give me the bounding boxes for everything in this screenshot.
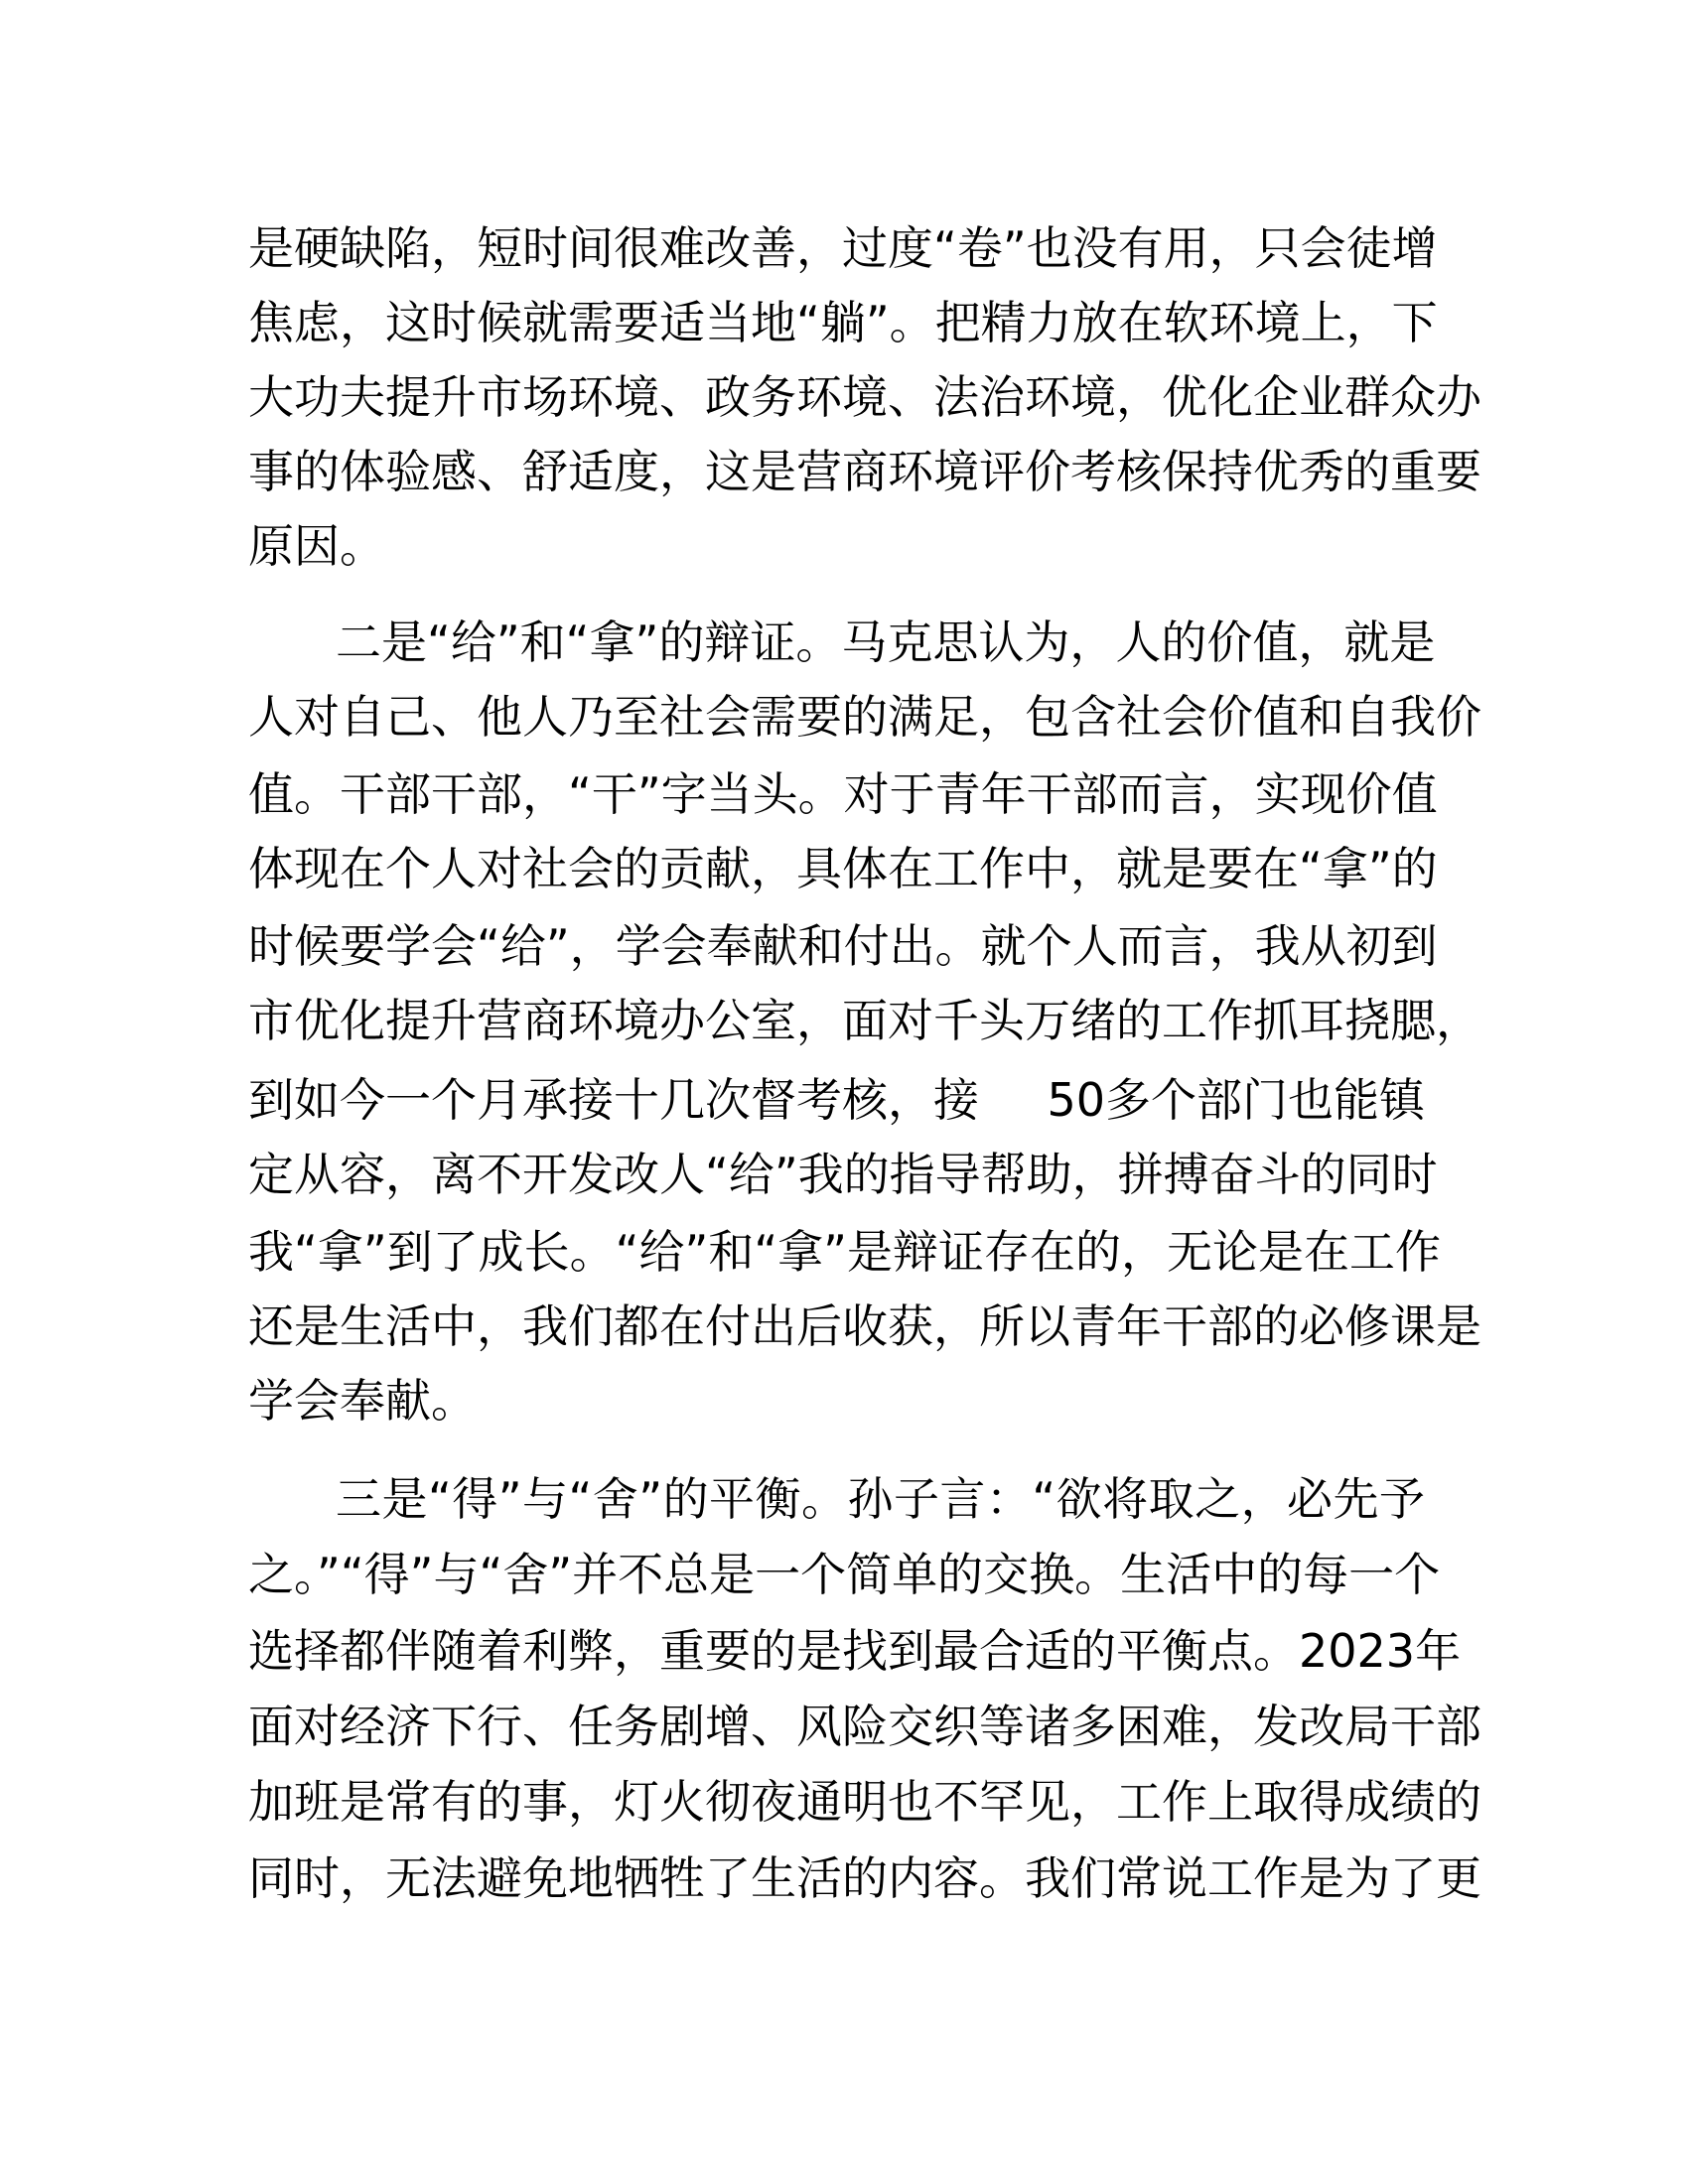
text-line: 面对经济下行、任务剧增、风险交织等诸多困难，发改局干部: [248, 1700, 1481, 1753]
text-line: 焦虑，这时候就需要适当地“躺”。把精力放在软环境上，下: [248, 296, 1438, 349]
text-line: 学会奉献。: [248, 1374, 477, 1428]
text-line: 定从容，离不开发改人“给”我的指导帮助，拼搏奋斗的同时: [248, 1148, 1438, 1201]
text-line: 是硬缺陷，短时间很难改善，过度“卷”也没有用，只会徒增: [248, 221, 1438, 275]
text-line: 大功夫提升市场环境、政务环境、法治环境，优化企业群众办: [248, 370, 1481, 424]
text-line: 市优化提升营商环境办公室，面对千头万绪的工作抓耳挠腮，: [248, 994, 1481, 1047]
text-segment: 到如今一个月承接十几次督考核，接: [248, 1073, 979, 1127]
text-line: 还是生活中，我们都在付出后收获，所以青年干部的必修课是: [248, 1299, 1481, 1353]
text-line: 二是“给”和“拿”的辩证。马克思认为，人的价值，就是: [336, 615, 1436, 669]
text-line: 时候要学会“给”，学会奉献和付出。就个人而言，我从初到: [248, 919, 1438, 973]
text-line: 体现在个人对社会的贡献，具体在工作中，就是要在“拿”的: [248, 842, 1438, 895]
text-line: 之。”“得”与“舍”并不总是一个简单的交换。生活中的每一个: [248, 1548, 1441, 1601]
text-line: 加班是常有的事，灯火彻夜通明也不罕见，工作上取得成绩的: [248, 1775, 1481, 1829]
text-line: 事的体验感、舒适度，这是营商环境评价考核保持优秀的重要: [248, 445, 1481, 498]
text-line: [248, 1070, 1425, 1130]
text-line: 同时，无法避免地牺牲了生活的内容。我们常说工作是为了更: [248, 1851, 1481, 1905]
text-line: 值。干部干部，“干”字当头。对于青年干部而言，实现价值: [248, 767, 1438, 821]
text-line: 我“拿”到了成长。“给”和“拿”是辩证存在的，无论是在工作: [248, 1225, 1441, 1279]
text-line: 选择都伴随着利弊，重要的是找到最合适的平衡点。2023年: [248, 1624, 1462, 1678]
text-line: 人对自己、他人乃至社会需要的满足，包含社会价值和自我价: [248, 690, 1481, 744]
text-segment: 50多个部门也能镇: [1047, 1073, 1425, 1127]
text-line: 三是“得”与“舍”的平衡。孙子言：“欲将取之，必先予: [336, 1472, 1425, 1526]
text-line: 原因。: [248, 519, 385, 573]
